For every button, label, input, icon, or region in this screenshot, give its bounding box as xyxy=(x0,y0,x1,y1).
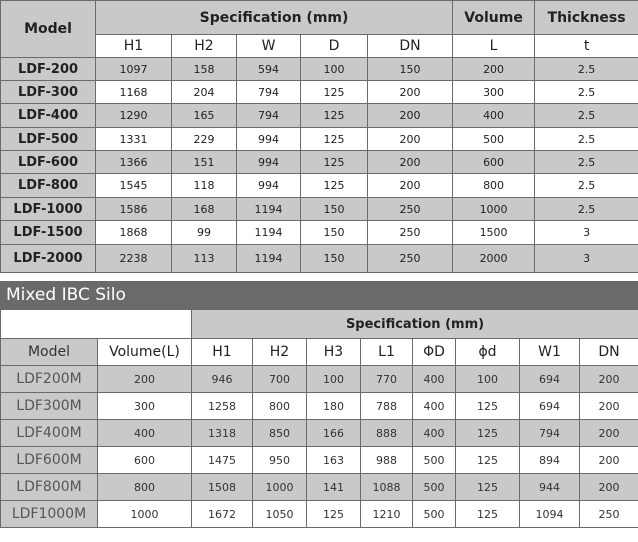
model-cell: LDF-600 xyxy=(1,151,96,174)
value-cell: 770 xyxy=(361,366,413,393)
value-cell: 2.5 xyxy=(535,151,638,174)
value-cell: 2.5 xyxy=(535,104,638,128)
table-row xyxy=(1,104,638,128)
value-cell: 125 xyxy=(301,128,368,151)
value-cell: 1508 xyxy=(192,474,253,501)
table-row xyxy=(1,151,638,174)
value-cell: 3 xyxy=(535,245,638,273)
value-cell: 229 xyxy=(172,128,237,151)
value-cell: 946 xyxy=(192,366,253,393)
value-cell: 2000 xyxy=(453,245,535,273)
volume-cell: 200 xyxy=(98,366,192,393)
value-cell: 400 xyxy=(413,393,456,420)
value-cell: 1194 xyxy=(237,245,301,273)
model-cell: LDF300M xyxy=(1,393,98,420)
value-cell: 700 xyxy=(253,366,307,393)
specification-header: Specification (mm) xyxy=(96,1,453,35)
sub-header-inner-diameter: ϕd xyxy=(456,339,520,366)
value-cell: 850 xyxy=(253,420,307,447)
value-cell: 1168 xyxy=(96,81,172,104)
sub-header-h2: H2 xyxy=(172,35,237,58)
value-cell: 800 xyxy=(253,393,307,420)
value-cell: 200 xyxy=(368,174,453,198)
model-cell: LDF-800 xyxy=(1,174,96,198)
model-cell: LDF-400 xyxy=(1,104,96,128)
volume-cell: 300 xyxy=(98,393,192,420)
value-cell: 944 xyxy=(520,474,580,501)
value-cell: 1366 xyxy=(96,151,172,174)
value-cell: 2.5 xyxy=(535,174,638,198)
sub-header-dn: DN xyxy=(580,339,638,366)
value-cell: 794 xyxy=(237,81,301,104)
table-row xyxy=(1,174,638,198)
value-cell: 200 xyxy=(580,393,638,420)
sub-header-l1: L1 xyxy=(361,339,413,366)
value-cell: 400 xyxy=(413,366,456,393)
volume-header: Volume xyxy=(453,1,535,35)
value-cell: 141 xyxy=(307,474,361,501)
value-cell: 200 xyxy=(368,128,453,151)
value-cell: 788 xyxy=(361,393,413,420)
volume-cell: 600 xyxy=(98,447,192,474)
value-cell: 158 xyxy=(172,58,237,81)
value-cell: 150 xyxy=(301,198,368,221)
table-row xyxy=(1,81,638,104)
value-cell: 400 xyxy=(413,420,456,447)
value-cell: 125 xyxy=(301,81,368,104)
model-cell: LDF-500 xyxy=(1,128,96,151)
value-cell: 1475 xyxy=(192,447,253,474)
table-row xyxy=(1,58,638,81)
value-cell: 250 xyxy=(368,221,453,245)
value-cell: 163 xyxy=(307,447,361,474)
table-row xyxy=(1,420,638,447)
table-row xyxy=(1,393,638,420)
value-cell: 1094 xyxy=(520,501,580,528)
value-cell: 800 xyxy=(453,174,535,198)
value-cell: 2238 xyxy=(96,245,172,273)
table-row xyxy=(1,501,638,528)
value-cell: 125 xyxy=(456,420,520,447)
value-cell: 125 xyxy=(456,393,520,420)
value-cell: 1258 xyxy=(192,393,253,420)
value-cell: 1500 xyxy=(453,221,535,245)
value-cell: 2.5 xyxy=(535,58,638,81)
value-cell: 794 xyxy=(237,104,301,128)
volume-cell: 1000 xyxy=(98,501,192,528)
value-cell: 500 xyxy=(453,128,535,151)
value-cell: 1000 xyxy=(253,474,307,501)
value-cell: 180 xyxy=(307,393,361,420)
model-cell: LDF200M xyxy=(1,366,98,393)
value-cell: 1331 xyxy=(96,128,172,151)
value-cell: 200 xyxy=(368,151,453,174)
value-cell: 100 xyxy=(307,366,361,393)
model-cell: LDF400M xyxy=(1,420,98,447)
value-cell: 99 xyxy=(172,221,237,245)
value-cell: 165 xyxy=(172,104,237,128)
value-cell: 200 xyxy=(580,420,638,447)
value-cell: 500 xyxy=(413,447,456,474)
value-cell: 1194 xyxy=(237,221,301,245)
sub-header-l: L xyxy=(453,35,535,58)
value-cell: 125 xyxy=(456,501,520,528)
section-banner: Mixed IBC Silo xyxy=(0,281,638,309)
value-cell: 694 xyxy=(520,393,580,420)
value-cell: 994 xyxy=(237,128,301,151)
value-cell: 1050 xyxy=(253,501,307,528)
value-cell: 794 xyxy=(520,420,580,447)
value-cell: 125 xyxy=(301,151,368,174)
value-cell: 125 xyxy=(301,174,368,198)
value-cell: 151 xyxy=(172,151,237,174)
table-row xyxy=(1,245,638,273)
value-cell: 950 xyxy=(253,447,307,474)
value-cell: 1290 xyxy=(96,104,172,128)
value-cell: 125 xyxy=(456,474,520,501)
model-cell: LDF800M xyxy=(1,474,98,501)
table-row xyxy=(1,198,638,221)
value-cell: 200 xyxy=(368,81,453,104)
value-cell: 1868 xyxy=(96,221,172,245)
value-cell: 1194 xyxy=(237,198,301,221)
value-cell: 125 xyxy=(307,501,361,528)
value-cell: 1545 xyxy=(96,174,172,198)
value-cell: 1672 xyxy=(192,501,253,528)
value-cell: 1210 xyxy=(361,501,413,528)
model-cell: LDF1000M xyxy=(1,501,98,528)
value-cell: 894 xyxy=(520,447,580,474)
value-cell: 988 xyxy=(361,447,413,474)
value-cell: 150 xyxy=(301,221,368,245)
model-cell: LDF-2000 xyxy=(1,245,96,273)
model-cell: LDF-200 xyxy=(1,58,96,81)
sub-header-outer-diameter: ΦD xyxy=(413,339,456,366)
table-row xyxy=(1,128,638,151)
value-cell: 300 xyxy=(453,81,535,104)
sub-header-h1: H1 xyxy=(192,339,253,366)
model-cell: LDF600M xyxy=(1,447,98,474)
model-cell: LDF-1000 xyxy=(1,198,96,221)
value-cell: 1586 xyxy=(96,198,172,221)
sub-header-dn: DN xyxy=(368,35,453,58)
sub-header-h2: H2 xyxy=(253,339,307,366)
value-cell: 150 xyxy=(301,245,368,273)
value-cell: 600 xyxy=(453,151,535,174)
value-cell: 100 xyxy=(456,366,520,393)
value-cell: 994 xyxy=(237,174,301,198)
volume-header: Volume(L) xyxy=(98,339,192,366)
model-header: Model xyxy=(1,1,96,58)
sub-header-t: t xyxy=(535,35,638,58)
table-row xyxy=(1,221,638,245)
table-row xyxy=(1,474,638,501)
value-cell: 113 xyxy=(172,245,237,273)
value-cell: 500 xyxy=(413,474,456,501)
value-cell: 200 xyxy=(580,447,638,474)
value-cell: 2.5 xyxy=(535,81,638,104)
thickness-header: Thickness xyxy=(535,1,638,35)
sub-header-w: W xyxy=(237,35,301,58)
sub-header-h3: H3 xyxy=(307,339,361,366)
model-cell: LDF-1500 xyxy=(1,221,96,245)
value-cell: 166 xyxy=(307,420,361,447)
value-cell: 250 xyxy=(368,198,453,221)
value-cell: 250 xyxy=(368,245,453,273)
sub-header-w1: W1 xyxy=(520,339,580,366)
table-row xyxy=(1,366,638,393)
sub-header-d: D xyxy=(301,35,368,58)
volume-cell: 800 xyxy=(98,474,192,501)
specification-header: Specification (mm) xyxy=(192,310,638,339)
value-cell: 594 xyxy=(237,58,301,81)
value-cell: 100 xyxy=(301,58,368,81)
value-cell: 2.5 xyxy=(535,128,638,151)
model-header: Model xyxy=(1,339,98,366)
value-cell: 2.5 xyxy=(535,198,638,221)
value-cell: 125 xyxy=(301,104,368,128)
value-cell: 994 xyxy=(237,151,301,174)
sub-header-h1: H1 xyxy=(96,35,172,58)
value-cell: 150 xyxy=(368,58,453,81)
value-cell: 888 xyxy=(361,420,413,447)
value-cell: 500 xyxy=(413,501,456,528)
value-cell: 400 xyxy=(453,104,535,128)
value-cell: 200 xyxy=(580,366,638,393)
value-cell: 250 xyxy=(580,501,638,528)
value-cell: 200 xyxy=(368,104,453,128)
volume-cell: 400 xyxy=(98,420,192,447)
value-cell: 1000 xyxy=(453,198,535,221)
model-cell: LDF-300 xyxy=(1,81,96,104)
value-cell: 694 xyxy=(520,366,580,393)
mixed-ibc-spec-table xyxy=(0,309,638,528)
value-cell: 118 xyxy=(172,174,237,198)
value-cell: 3 xyxy=(535,221,638,245)
value-cell: 200 xyxy=(580,474,638,501)
value-cell: 1318 xyxy=(192,420,253,447)
value-cell: 200 xyxy=(453,58,535,81)
value-cell: 1088 xyxy=(361,474,413,501)
table-row xyxy=(1,447,638,474)
value-cell: 168 xyxy=(172,198,237,221)
value-cell: 1097 xyxy=(96,58,172,81)
value-cell: 204 xyxy=(172,81,237,104)
value-cell: 125 xyxy=(456,447,520,474)
blank-header-cell xyxy=(1,310,192,339)
